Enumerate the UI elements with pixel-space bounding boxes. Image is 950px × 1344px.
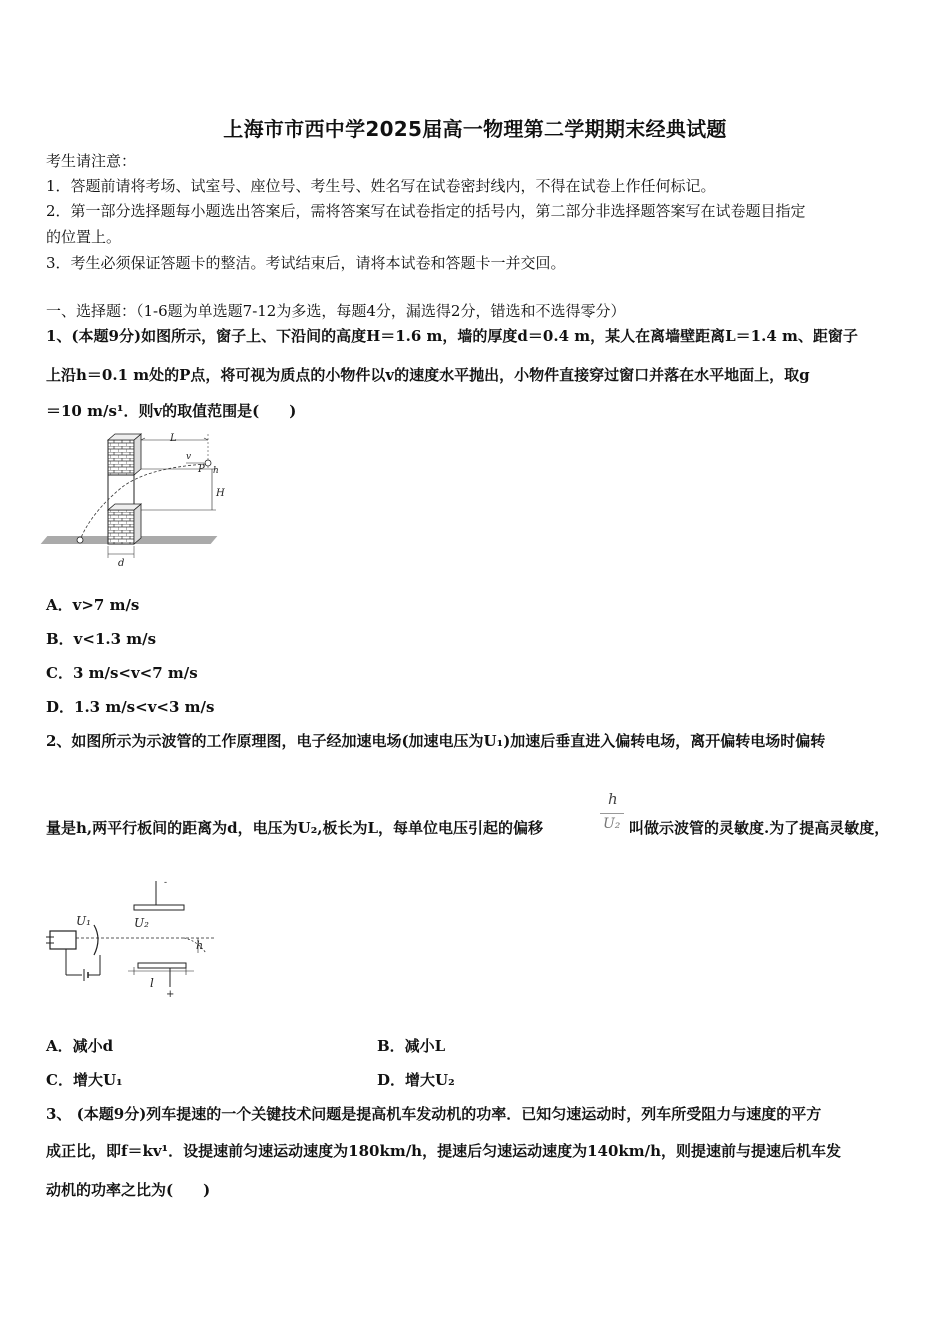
q1-option-a[interactable]: A．v>7 m/s: [46, 596, 140, 614]
q3-text-line-3: 动机的功率之比为( ): [46, 1181, 211, 1199]
q1-option-c[interactable]: C．3 m/s<v<7 m/s: [46, 664, 198, 682]
q1-fig-label-h: h: [213, 466, 219, 476]
q1-fig-label-v: v: [186, 452, 192, 462]
fraction-bar: [600, 813, 624, 814]
notice-line-1: 1．答题前请将考场、试室号、座位号、考生号、姓名写在试卷密封线内，不得在试卷上作任何标记。: [46, 177, 716, 195]
q1-option-d[interactable]: D．1.3 m/s<v<3 m/s: [46, 698, 215, 716]
section-heading: 一、选择题：（1-6题为单选题7-12为多选，每题4分，漏选得2分，错选和不选得零分）: [46, 302, 626, 320]
q3-text-line-2: 成正比，即f＝kv¹．设提速前匀速运动速度为180km/h，提速后匀速运动速度为140km/h，则提速前与提速后机车发: [46, 1142, 842, 1160]
q2-fig-label-minus: -: [164, 878, 168, 888]
q2-fig-label-u1: U₁: [76, 914, 91, 928]
notice-line-2a: 2．第一部分选择题每小题选出答案后，需将答案写在试卷指定的括号内，第二部分非选择题答案写在试卷题目指定: [46, 202, 806, 220]
fraction-numerator: h: [608, 790, 618, 808]
q1-text-line-3: ＝10 m/s¹．则v的取值范围是( ): [46, 402, 297, 420]
q2-fig-label-plus: +: [166, 989, 175, 1000]
q1-fig-label-d: d: [118, 558, 125, 569]
q2-fig-label-u2: U₂: [134, 916, 149, 930]
q1-fig-label-L: L: [170, 433, 177, 444]
notice-line-2b: 的位置上。: [46, 228, 122, 246]
q2-text-line-1: 2、如图所示为示波管的工作原理图，电子经加速电场(加速电压为U₁)加速后垂直进入偏转电场，离开偏转电场时偏转: [46, 732, 826, 750]
sensitivity-fraction: [598, 790, 628, 844]
fraction-denominator: U₂: [603, 816, 621, 832]
q2-fig-label-l: l: [150, 976, 154, 990]
q1-fig-label-H: H: [216, 488, 225, 499]
q2-oscilloscope-figure: [46, 875, 221, 1000]
notice-heading: 考生请注意：: [46, 152, 137, 170]
notice-line-3: 3．考生必须保证答题卡的整洁。考试结束后，请将本试卷和答题卡一并交回。: [46, 254, 566, 272]
q2-option-b[interactable]: B．减小L: [377, 1037, 446, 1055]
q1-text-line-1: 1、(本题9分)如图所示，窗子上、下沿间的高度H＝1.6 m，墙的厚度d＝0.4 m，某人在离墙壁距离L＝1.4 m、距窗子: [46, 327, 858, 345]
q2-fig-label-h: h: [196, 939, 204, 952]
page-title: 上海市市西中学2025届高一物理第二学期期末经典试题: [223, 117, 727, 141]
q1-text-line-2: 上沿h＝0.1 m处的P点，将可视为质点的小物件以v的速度水平抛出，小物件直接穿过窗口并落在水平地面上，取g: [46, 366, 810, 384]
q2-option-d[interactable]: D．增大U₂: [377, 1071, 455, 1089]
q2-text-line-2a: 量是h,两平行板间的距离为d，电压为U₂,板长为L，每单位电压引起的偏移: [46, 819, 544, 837]
q2-option-c[interactable]: C．增大U₁: [46, 1071, 123, 1089]
q1-option-b[interactable]: B．v<1.3 m/s: [46, 630, 157, 648]
q3-text-line-1: 3、 (本题9分)列车提速的一个关键技术问题是提高机车发动机的功率．已知匀速运动时，列车所受阻力与速度的平方: [46, 1105, 822, 1123]
q1-window-figure: [46, 428, 225, 570]
q2-option-a[interactable]: A．减小d: [46, 1037, 114, 1055]
q1-fig-label-P: P: [198, 464, 205, 475]
q2-text-line-2b: 叫做示波管的灵敏度.为了提高灵敏度，: [629, 819, 890, 837]
